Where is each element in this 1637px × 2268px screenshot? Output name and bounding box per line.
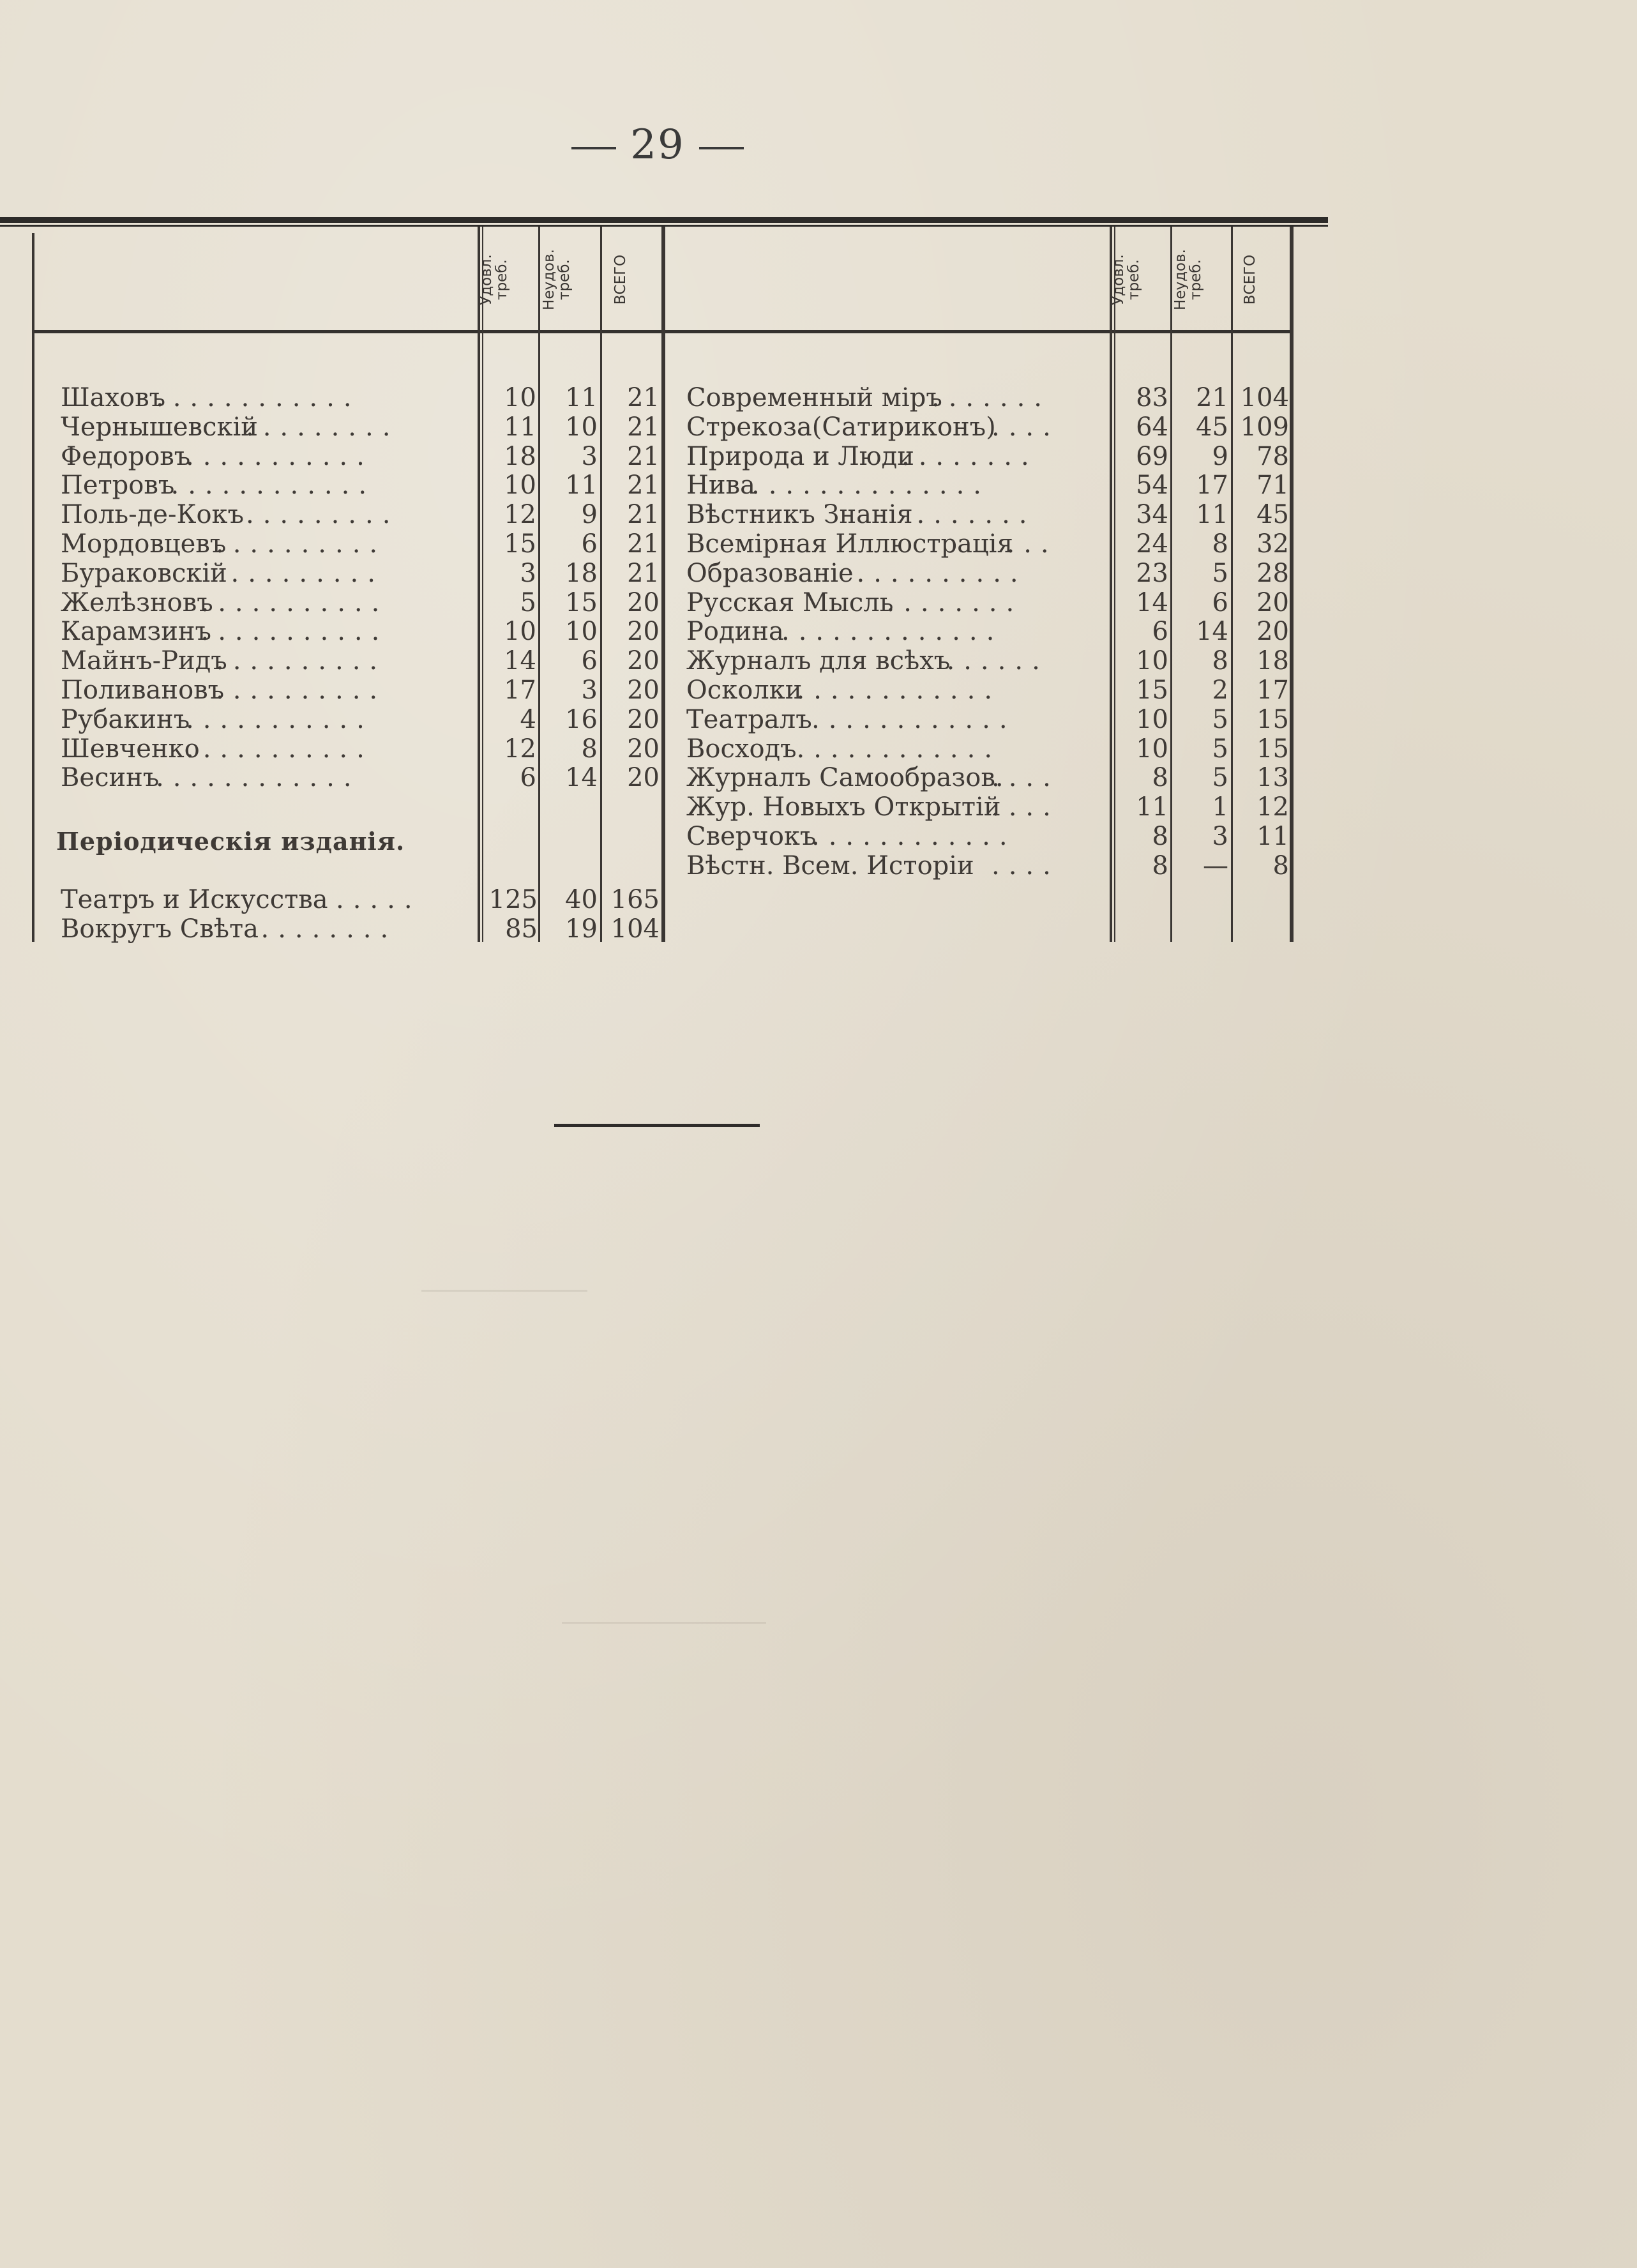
cell-satisfied: 85 xyxy=(505,914,538,944)
dot-leader: .......... xyxy=(856,558,1027,588)
cell-total: 104 xyxy=(1240,383,1289,412)
table-row xyxy=(0,792,1637,822)
dot-leader: ....... xyxy=(932,383,1052,412)
cell-total: 78 xyxy=(1256,441,1289,471)
table-row xyxy=(0,705,1637,734)
cell-unsatisfied: 9 xyxy=(1212,441,1228,471)
row-name: Жур. Новыхъ Открытій xyxy=(686,792,1001,822)
row-name: Карамзинъ xyxy=(61,617,211,647)
cell-total: 21 xyxy=(627,441,660,471)
row-name: Восходъ xyxy=(686,734,797,764)
cell-unsatisfied: 6 xyxy=(1212,587,1228,617)
dot-leader: ........... xyxy=(200,617,389,647)
dot-leader: ... xyxy=(1006,529,1058,559)
cell-satisfied: 10 xyxy=(504,471,536,501)
row-name: Рубакинъ xyxy=(61,704,190,734)
row-name: Вѣстн. Всем. Исторіи xyxy=(686,850,974,881)
cell-total: 21 xyxy=(627,412,660,442)
cell-total: 20 xyxy=(1256,587,1289,617)
cell-unsatisfied: 11 xyxy=(565,471,598,501)
cell-total: 21 xyxy=(627,383,660,412)
cell-total: 12 xyxy=(1256,792,1289,822)
table-row xyxy=(0,914,1637,944)
cell-satisfied: 34 xyxy=(1136,500,1168,530)
cell-satisfied: 11 xyxy=(1136,792,1168,822)
header-left-total: ВСЕГО xyxy=(612,254,629,305)
table-row xyxy=(0,588,1637,617)
cell-satisfied: 14 xyxy=(1136,587,1168,617)
cell-unsatisfied: 3 xyxy=(581,676,598,705)
cell-unsatisfied: 2 xyxy=(1212,676,1228,705)
row-name: Образованіе xyxy=(686,558,854,588)
row-name: Нива xyxy=(686,471,755,501)
dot-leader: .... xyxy=(992,412,1060,442)
header-right-satisfied: Удовл. треб. xyxy=(1110,254,1142,305)
cell-total: 20 xyxy=(627,763,660,793)
cell-total: 109 xyxy=(1240,412,1289,442)
cell-satisfied: 83 xyxy=(1136,383,1168,412)
cell-total: 20 xyxy=(627,646,660,676)
row-name: Майнъ-Ридъ xyxy=(61,646,227,676)
table-row xyxy=(0,617,1637,646)
dot-leader: ........... xyxy=(186,734,373,764)
row-name: Чернышевскій xyxy=(61,412,258,442)
dot-leader: .............. xyxy=(751,471,991,501)
cell-unsatisfied: 21 xyxy=(1196,383,1228,412)
cell-satisfied: 12 xyxy=(504,734,536,764)
row-name: Бураковскій xyxy=(61,558,227,588)
cell-unsatisfied: 19 xyxy=(565,914,598,944)
cell-satisfied: 14 xyxy=(504,646,536,676)
cell-unsatisfied: 14 xyxy=(1196,617,1228,647)
cell-total: 20 xyxy=(1256,617,1289,647)
dot-leader: ......... xyxy=(230,558,384,588)
cell-unsatisfied: 11 xyxy=(565,383,598,412)
dot-leader: ........... xyxy=(186,704,373,734)
cell-satisfied: 8 xyxy=(1152,822,1168,851)
table-row xyxy=(0,676,1637,705)
dot-leader: ............ xyxy=(811,704,1016,734)
cell-total: 45 xyxy=(1256,500,1289,530)
row-name: Театръ и Искусства xyxy=(61,885,328,914)
cell-total: 32 xyxy=(1256,529,1289,559)
cell-satisfied: 18 xyxy=(504,441,536,471)
dot-leader: ........ xyxy=(886,587,1023,617)
table-row xyxy=(0,442,1637,471)
page-number xyxy=(549,121,766,169)
cell-total: 20 xyxy=(627,617,660,647)
table-row xyxy=(0,559,1637,588)
dot-leader: ............ xyxy=(796,676,1002,705)
cell-total: 17 xyxy=(1256,676,1289,705)
cell-total: 165 xyxy=(610,885,660,914)
cell-unsatisfied: 6 xyxy=(581,646,598,676)
cell-unsatisfied: 5 xyxy=(1212,558,1228,588)
cell-satisfied: 8 xyxy=(1152,850,1168,881)
header-left-unsatisfied: Неудов. треб. xyxy=(541,249,573,310)
row-name: Осколки xyxy=(686,676,803,705)
dash-right xyxy=(699,147,744,149)
cell-satisfied: 15 xyxy=(1136,676,1168,705)
cell-total: 104 xyxy=(610,914,660,944)
dot-leader: ......... xyxy=(246,500,400,530)
cell-total: 15 xyxy=(1256,734,1289,764)
dot-leader: ........... xyxy=(186,441,373,471)
row-name: Весинъ xyxy=(61,763,160,793)
cell-total: 21 xyxy=(627,500,660,530)
table-row xyxy=(0,383,1637,412)
cell-total: 28 xyxy=(1256,558,1289,588)
table-row xyxy=(0,412,1637,442)
cell-satisfied: 64 xyxy=(1136,412,1168,442)
cell-unsatisfied: 14 xyxy=(565,763,598,793)
dot-leader: ............. xyxy=(781,617,1004,647)
row-name: Вокругъ Свѣта xyxy=(61,914,259,944)
cell-satisfied: 12 xyxy=(504,500,536,530)
bleed-through-lines xyxy=(102,958,1251,1979)
header-left-satisfied: Удовл. треб. xyxy=(478,254,510,305)
cell-unsatisfied: 5 xyxy=(1212,763,1228,793)
row-name: Русская Мысль xyxy=(686,587,894,617)
cell-satisfied: 10 xyxy=(1136,734,1168,764)
row-name: Федоровъ xyxy=(61,441,191,471)
dot-leader: ......... xyxy=(246,412,400,442)
dot-leader: .... xyxy=(992,763,1060,793)
row-name: Журналъ для всѣхъ xyxy=(686,646,951,676)
table-row xyxy=(0,529,1637,559)
cell-total: 21 xyxy=(627,529,660,559)
dot-leader: ....... xyxy=(916,500,1036,530)
dash-left xyxy=(571,147,616,149)
table-top-rule xyxy=(0,217,1328,223)
header-right-total: ВСЕГО xyxy=(1242,254,1258,305)
cell-unsatisfied: 5 xyxy=(1212,734,1228,764)
cell-satisfied: 8 xyxy=(1152,763,1168,793)
table-row xyxy=(0,471,1637,500)
cell-satisfied: 24 xyxy=(1136,529,1168,559)
table-row xyxy=(0,822,1637,851)
table-row xyxy=(0,851,1637,881)
cell-total: 20 xyxy=(627,676,660,705)
cell-satisfied: 54 xyxy=(1136,471,1168,501)
cell-satisfied: 15 xyxy=(504,529,536,559)
table-row xyxy=(0,646,1637,676)
dot-leader: ........ xyxy=(901,441,1038,471)
dot-leader: .......... xyxy=(216,529,387,559)
cell-satisfied: 10 xyxy=(504,383,536,412)
row-name: Шаховъ xyxy=(61,383,166,412)
row-name: Вѣстникъ Знанія xyxy=(686,500,913,530)
row-name: Петровъ xyxy=(61,471,175,501)
row-name: Современный міръ xyxy=(686,383,942,412)
dot-leader: .... xyxy=(992,792,1060,822)
cell-satisfied: 5 xyxy=(520,587,536,617)
cell-satisfied: 10 xyxy=(1136,646,1168,676)
cell-unsatisfied: 8 xyxy=(581,734,598,764)
row-name: Мордовцевъ xyxy=(61,529,227,559)
cell-unsatisfied: 16 xyxy=(565,704,598,734)
cell-total: 13 xyxy=(1256,763,1289,793)
cell-total: 18 xyxy=(1256,646,1289,676)
row-name: Шевченко xyxy=(61,734,200,764)
cell-total: 21 xyxy=(627,471,660,501)
cell-unsatisfied: — xyxy=(1203,850,1228,881)
row-name: Сверчокъ xyxy=(686,822,817,851)
row-name: Всемірная Иллюстрація xyxy=(686,529,1013,559)
table-row xyxy=(0,885,1637,914)
row-name: Театралъ xyxy=(686,704,812,734)
cell-total: 8 xyxy=(1272,850,1289,881)
cell-total: 15 xyxy=(1256,704,1289,734)
cell-unsatisfied: 11 xyxy=(1196,500,1228,530)
row-name: Журналъ Самообразов. xyxy=(686,763,1004,793)
dot-leader: ............ xyxy=(796,734,1002,764)
cell-unsatisfied: 3 xyxy=(1212,822,1228,851)
dot-leader: ........... xyxy=(200,587,389,617)
row-name: Стрекоза(Сатириконъ) xyxy=(686,412,996,442)
section-title-periodicals: Періодическія изданія. xyxy=(56,827,405,856)
dot-leader: ..... xyxy=(336,885,421,914)
row-name: Поль-де-Кокъ xyxy=(61,500,244,530)
row-name: Желѣзновъ xyxy=(61,587,213,617)
cell-satisfied: 11 xyxy=(504,412,536,442)
cell-unsatisfied: 10 xyxy=(565,412,598,442)
table-row xyxy=(0,500,1637,529)
cell-unsatisfied: 9 xyxy=(581,500,598,530)
dot-leader: ............ xyxy=(156,383,361,412)
cell-total: 21 xyxy=(627,558,660,588)
cell-total: 20 xyxy=(627,734,660,764)
cell-unsatisfied: 10 xyxy=(565,617,598,647)
cell-satisfied: 3 xyxy=(520,558,536,588)
table-row xyxy=(0,763,1637,792)
cell-unsatisfied: 8 xyxy=(1212,646,1228,676)
cell-unsatisfied: 5 xyxy=(1212,704,1228,734)
cell-unsatisfied: 45 xyxy=(1196,412,1228,442)
cell-satisfied: 125 xyxy=(488,885,538,914)
cell-total: 11 xyxy=(1256,822,1289,851)
cell-unsatisfied: 8 xyxy=(1212,529,1228,559)
dot-leader: .......... xyxy=(216,646,387,676)
cell-satisfied: 6 xyxy=(1152,617,1168,647)
header-right-unsatisfied: Неудов. треб. xyxy=(1172,249,1204,310)
cell-satisfied: 4 xyxy=(520,704,536,734)
cell-unsatisfied: 15 xyxy=(565,587,598,617)
cell-total: 20 xyxy=(627,587,660,617)
dot-leader: .......... xyxy=(216,676,387,705)
dot-leader: ............ xyxy=(811,822,1016,851)
table-row xyxy=(0,734,1637,764)
dot-leader: .... xyxy=(992,850,1060,881)
row-name: Родина xyxy=(686,617,784,647)
page-number-text: 29 xyxy=(630,121,685,169)
cell-satisfied: 23 xyxy=(1136,558,1168,588)
cell-satisfied: 6 xyxy=(520,763,536,793)
cell-total: 20 xyxy=(627,704,660,734)
cell-total: 71 xyxy=(1256,471,1289,501)
cell-unsatisfied: 18 xyxy=(565,558,598,588)
cell-satisfied: 69 xyxy=(1136,441,1168,471)
row-name: Поливановъ xyxy=(61,676,225,705)
cell-unsatisfied: 1 xyxy=(1212,792,1228,822)
dot-leader: ........ xyxy=(260,914,398,944)
cell-unsatisfied: 6 xyxy=(581,529,598,559)
cell-satisfied: 10 xyxy=(1136,704,1168,734)
cell-unsatisfied: 3 xyxy=(581,441,598,471)
dot-leader: ...... xyxy=(946,646,1049,676)
cell-unsatisfied: 40 xyxy=(565,885,598,914)
cell-satisfied: 17 xyxy=(504,676,536,705)
cell-satisfied: 10 xyxy=(504,617,536,647)
dot-leader: ............ xyxy=(170,471,376,501)
row-name: Природа и Люди xyxy=(686,441,914,471)
cell-unsatisfied: 17 xyxy=(1196,471,1228,501)
dot-leader: ............ xyxy=(156,763,361,793)
